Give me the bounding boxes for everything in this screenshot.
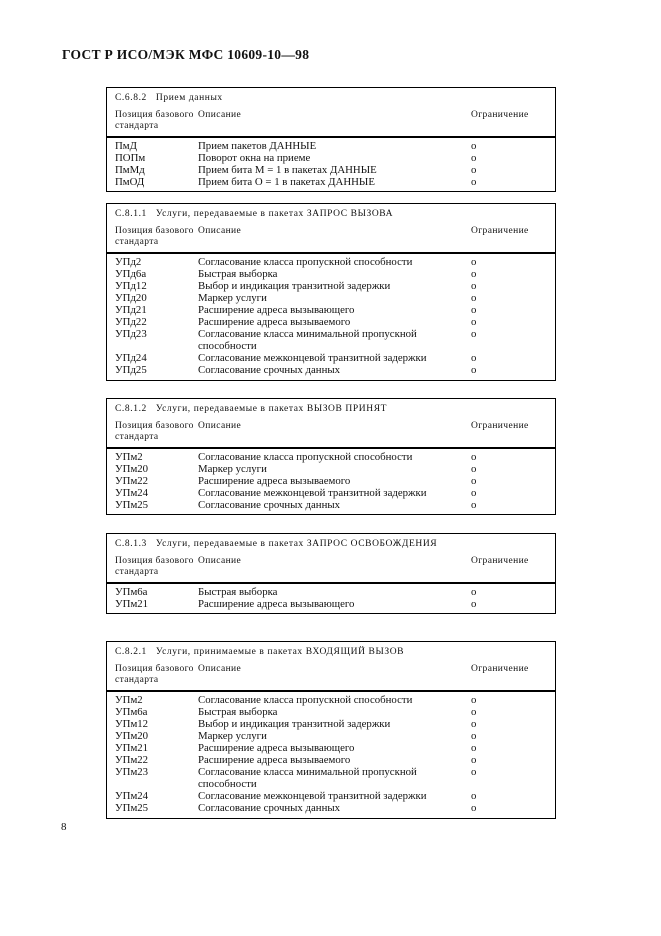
col-header-description: Описание <box>198 226 242 236</box>
row-position-cell: УПм21 <box>115 597 149 610</box>
table-row <box>115 718 547 730</box>
row-position-cell: УПд21 <box>115 303 147 316</box>
table-row <box>115 304 547 316</box>
row-description-cell: Согласование межконцевой транзитной задержки <box>198 486 427 499</box>
table-body <box>107 138 555 191</box>
row-restriction-cell: о <box>471 754 477 767</box>
row-description-cell: Быстрая выборка <box>198 585 278 598</box>
row-description-cell: Маркер услуги <box>198 291 267 304</box>
row-restriction-cell: о <box>471 450 477 463</box>
row-position-cell: УПм20 <box>115 729 149 742</box>
table-header-row <box>107 550 555 584</box>
row-description-cell: Согласование класса минимальной пропускной способности <box>198 328 417 353</box>
table-row <box>115 256 547 268</box>
row-position-cell: УПм6а <box>115 585 148 598</box>
table-title-line <box>107 534 555 550</box>
table-body <box>107 584 555 613</box>
row-position-cell: УПм12 <box>115 717 149 730</box>
table-title: Услуги, передаваемые в пакетах ЗАПРОС ОСВОБОЖДЕНИЯ <box>155 539 438 549</box>
row-position-cell: УПм24 <box>115 790 149 803</box>
table-row <box>115 316 547 328</box>
table-row <box>115 328 547 352</box>
table-row <box>115 152 547 164</box>
row-description-cell: Быстрая выборка <box>198 705 278 718</box>
table-row <box>115 268 547 280</box>
row-position-cell: ПмМд <box>115 163 145 176</box>
row-description-cell: Быстрая выборка <box>198 267 278 280</box>
conformance-table <box>106 203 556 381</box>
col-header-restriction: Ограничение <box>471 226 529 236</box>
row-position-cell: УПд22 <box>115 316 147 329</box>
row-position-cell: УПд2 <box>115 255 142 268</box>
table-clause: С.8.1.1 <box>115 209 147 219</box>
table-body <box>107 692 555 818</box>
row-description-cell: Прием бита М = 1 в пакетах ДАННЫЕ <box>198 163 377 176</box>
row-position-cell: УПм22 <box>115 474 149 487</box>
row-restriction-cell: о <box>471 597 477 610</box>
table-row <box>115 802 547 814</box>
table-title: Услуги, принимаемые в пакетах ВХОДЯЩИЙ ВЫЗОВ <box>155 647 405 657</box>
col-header-description: Описание <box>198 110 242 120</box>
row-restriction-cell: о <box>471 267 477 280</box>
row-restriction-cell: о <box>471 316 477 329</box>
row-position-cell: УПм22 <box>115 754 149 767</box>
table-row <box>115 164 547 176</box>
row-description-cell: Расширение адреса вызываемого <box>198 474 351 487</box>
col-header-restriction: Ограничение <box>471 110 529 120</box>
table-row <box>115 754 547 766</box>
row-description-cell: Маркер услуги <box>198 462 267 475</box>
row-position-cell: УПд25 <box>115 364 147 377</box>
row-restriction-cell: о <box>471 474 477 487</box>
row-description-cell: Согласование класса минимальной пропускной способности <box>198 766 417 791</box>
row-position-cell: УПд20 <box>115 291 147 304</box>
table-row <box>115 364 547 376</box>
table-title: Прием данных <box>155 93 223 103</box>
row-description-cell: Расширение адреса вызываемого <box>198 754 351 767</box>
table-row <box>115 280 547 292</box>
row-position-cell: УПд12 <box>115 279 147 292</box>
table-row <box>115 730 547 742</box>
row-description-cell: Поворот окна на приеме <box>198 151 311 164</box>
row-description-cell: Прием пакетов ДАННЫЕ <box>198 139 317 152</box>
row-restriction-cell: о <box>471 729 477 742</box>
col-header-restriction: Ограничение <box>471 421 529 431</box>
row-restriction-cell: о <box>471 766 477 779</box>
table-row <box>115 176 547 188</box>
table-header-row <box>107 104 555 138</box>
table-row <box>115 742 547 754</box>
row-position-cell: ПОПм <box>115 151 146 164</box>
row-restriction-cell: о <box>471 163 477 176</box>
row-position-cell: УПм2 <box>115 693 143 706</box>
table-title-line <box>107 642 555 658</box>
table-title-line <box>107 88 555 104</box>
row-restriction-cell: о <box>471 328 477 341</box>
row-position-cell: УПм20 <box>115 462 149 475</box>
row-restriction-cell: о <box>471 693 477 706</box>
row-position-cell: УПд6а <box>115 267 147 280</box>
row-description-cell: Расширение адреса вызывающего <box>198 303 355 316</box>
col-header-position: Позиция базового стандарта <box>115 556 194 577</box>
table-title-line <box>107 204 555 220</box>
table-row <box>115 487 547 499</box>
row-description-cell: Согласование класса пропускной способности <box>198 450 413 463</box>
row-position-cell: УПм6а <box>115 705 148 718</box>
row-restriction-cell: о <box>471 705 477 718</box>
row-description-cell: Согласование срочных данных <box>198 364 341 377</box>
col-header-position: Позиция базового стандарта <box>115 664 194 685</box>
table-clause: С.8.1.2 <box>115 404 147 414</box>
row-restriction-cell: о <box>471 585 477 598</box>
row-position-cell: ПмОД <box>115 175 145 188</box>
table-header-row <box>107 415 555 449</box>
table-row <box>115 499 547 511</box>
row-description-cell: Согласование межконцевой транзитной задержки <box>198 790 427 803</box>
row-position-cell: УПм2 <box>115 450 143 463</box>
row-description-cell: Расширение адреса вызывающего <box>198 741 355 754</box>
col-header-position: Позиция базового стандарта <box>115 110 194 131</box>
col-header-description: Описание <box>198 556 242 566</box>
table-row <box>115 790 547 802</box>
row-position-cell: УПм25 <box>115 498 149 511</box>
row-position-cell: УПм23 <box>115 766 149 779</box>
row-restriction-cell: о <box>471 279 477 292</box>
row-description-cell: Выбор и индикация транзитной задержки <box>198 717 391 730</box>
table-row <box>115 694 547 706</box>
row-position-cell: УПм25 <box>115 802 149 815</box>
row-restriction-cell: о <box>471 303 477 316</box>
table-clause: С.8.2.1 <box>115 647 147 657</box>
row-position-cell: ПмД <box>115 139 137 152</box>
row-restriction-cell: о <box>471 741 477 754</box>
table-row <box>115 598 547 610</box>
conformance-table <box>106 641 556 819</box>
row-description-cell: Расширение адреса вызывающего <box>198 597 355 610</box>
row-restriction-cell: о <box>471 364 477 377</box>
table-row <box>115 586 547 598</box>
row-description-cell: Согласование межконцевой транзитной задержки <box>198 352 427 365</box>
table-row <box>115 352 547 364</box>
col-header-position: Позиция базового стандарта <box>115 226 194 247</box>
table-body <box>107 449 555 514</box>
table-row <box>115 140 547 152</box>
table-clause: С.8.1.3 <box>115 539 147 549</box>
row-description-cell: Согласование срочных данных <box>198 802 341 815</box>
table-row <box>115 292 547 304</box>
row-position-cell: УПд24 <box>115 352 147 365</box>
table-header-row <box>107 658 555 692</box>
table-title: Услуги, передаваемые в пакетах ЗАПРОС ВЫЗОВА <box>155 209 394 219</box>
col-header-restriction: Ограничение <box>471 664 529 674</box>
page-number: 8 <box>61 821 67 833</box>
row-restriction-cell: о <box>471 139 477 152</box>
row-position-cell: УПм21 <box>115 741 149 754</box>
table-row <box>115 451 547 463</box>
table-row <box>115 463 547 475</box>
table-header-row <box>107 220 555 254</box>
row-position-cell: УПд23 <box>115 328 147 341</box>
conformance-table <box>106 533 556 614</box>
table-clause: С.6.8.2 <box>115 93 147 103</box>
col-header-description: Описание <box>198 664 242 674</box>
row-description-cell: Согласование класса пропускной способности <box>198 255 413 268</box>
row-restriction-cell: о <box>471 717 477 730</box>
table-body <box>107 254 555 380</box>
conformance-table <box>106 87 556 192</box>
col-header-restriction: Ограничение <box>471 556 529 566</box>
row-restriction-cell: о <box>471 462 477 475</box>
conformance-table <box>106 398 556 515</box>
row-restriction-cell: о <box>471 291 477 304</box>
col-header-description: Описание <box>198 421 242 431</box>
table-row <box>115 706 547 718</box>
row-restriction-cell: о <box>471 486 477 499</box>
row-description-cell: Выбор и индикация транзитной задержки <box>198 279 391 292</box>
row-restriction-cell: о <box>471 175 477 188</box>
row-description-cell: Согласование класса пропускной способности <box>198 693 413 706</box>
row-description-cell: Прием бита О = 1 в пакетах ДАННЫЕ <box>198 175 375 188</box>
table-row <box>115 766 547 790</box>
row-position-cell: УПм24 <box>115 486 149 499</box>
row-restriction-cell: о <box>471 255 477 268</box>
table-row <box>115 475 547 487</box>
row-restriction-cell: о <box>471 790 477 803</box>
row-description-cell: Согласование срочных данных <box>198 498 341 511</box>
row-restriction-cell: о <box>471 498 477 511</box>
document-header: ГОСТ Р ИСО/МЭК МФС 10609-10—98 <box>62 47 310 62</box>
row-restriction-cell: о <box>471 802 477 815</box>
row-restriction-cell: о <box>471 151 477 164</box>
table-title-line <box>107 399 555 415</box>
table-title: Услуги, передаваемые в пакетах ВЫЗОВ ПРИНЯТ <box>155 404 388 414</box>
row-description-cell: Маркер услуги <box>198 729 267 742</box>
row-description-cell: Расширение адреса вызываемого <box>198 316 351 329</box>
col-header-position: Позиция базового стандарта <box>115 421 194 442</box>
row-restriction-cell: о <box>471 352 477 365</box>
